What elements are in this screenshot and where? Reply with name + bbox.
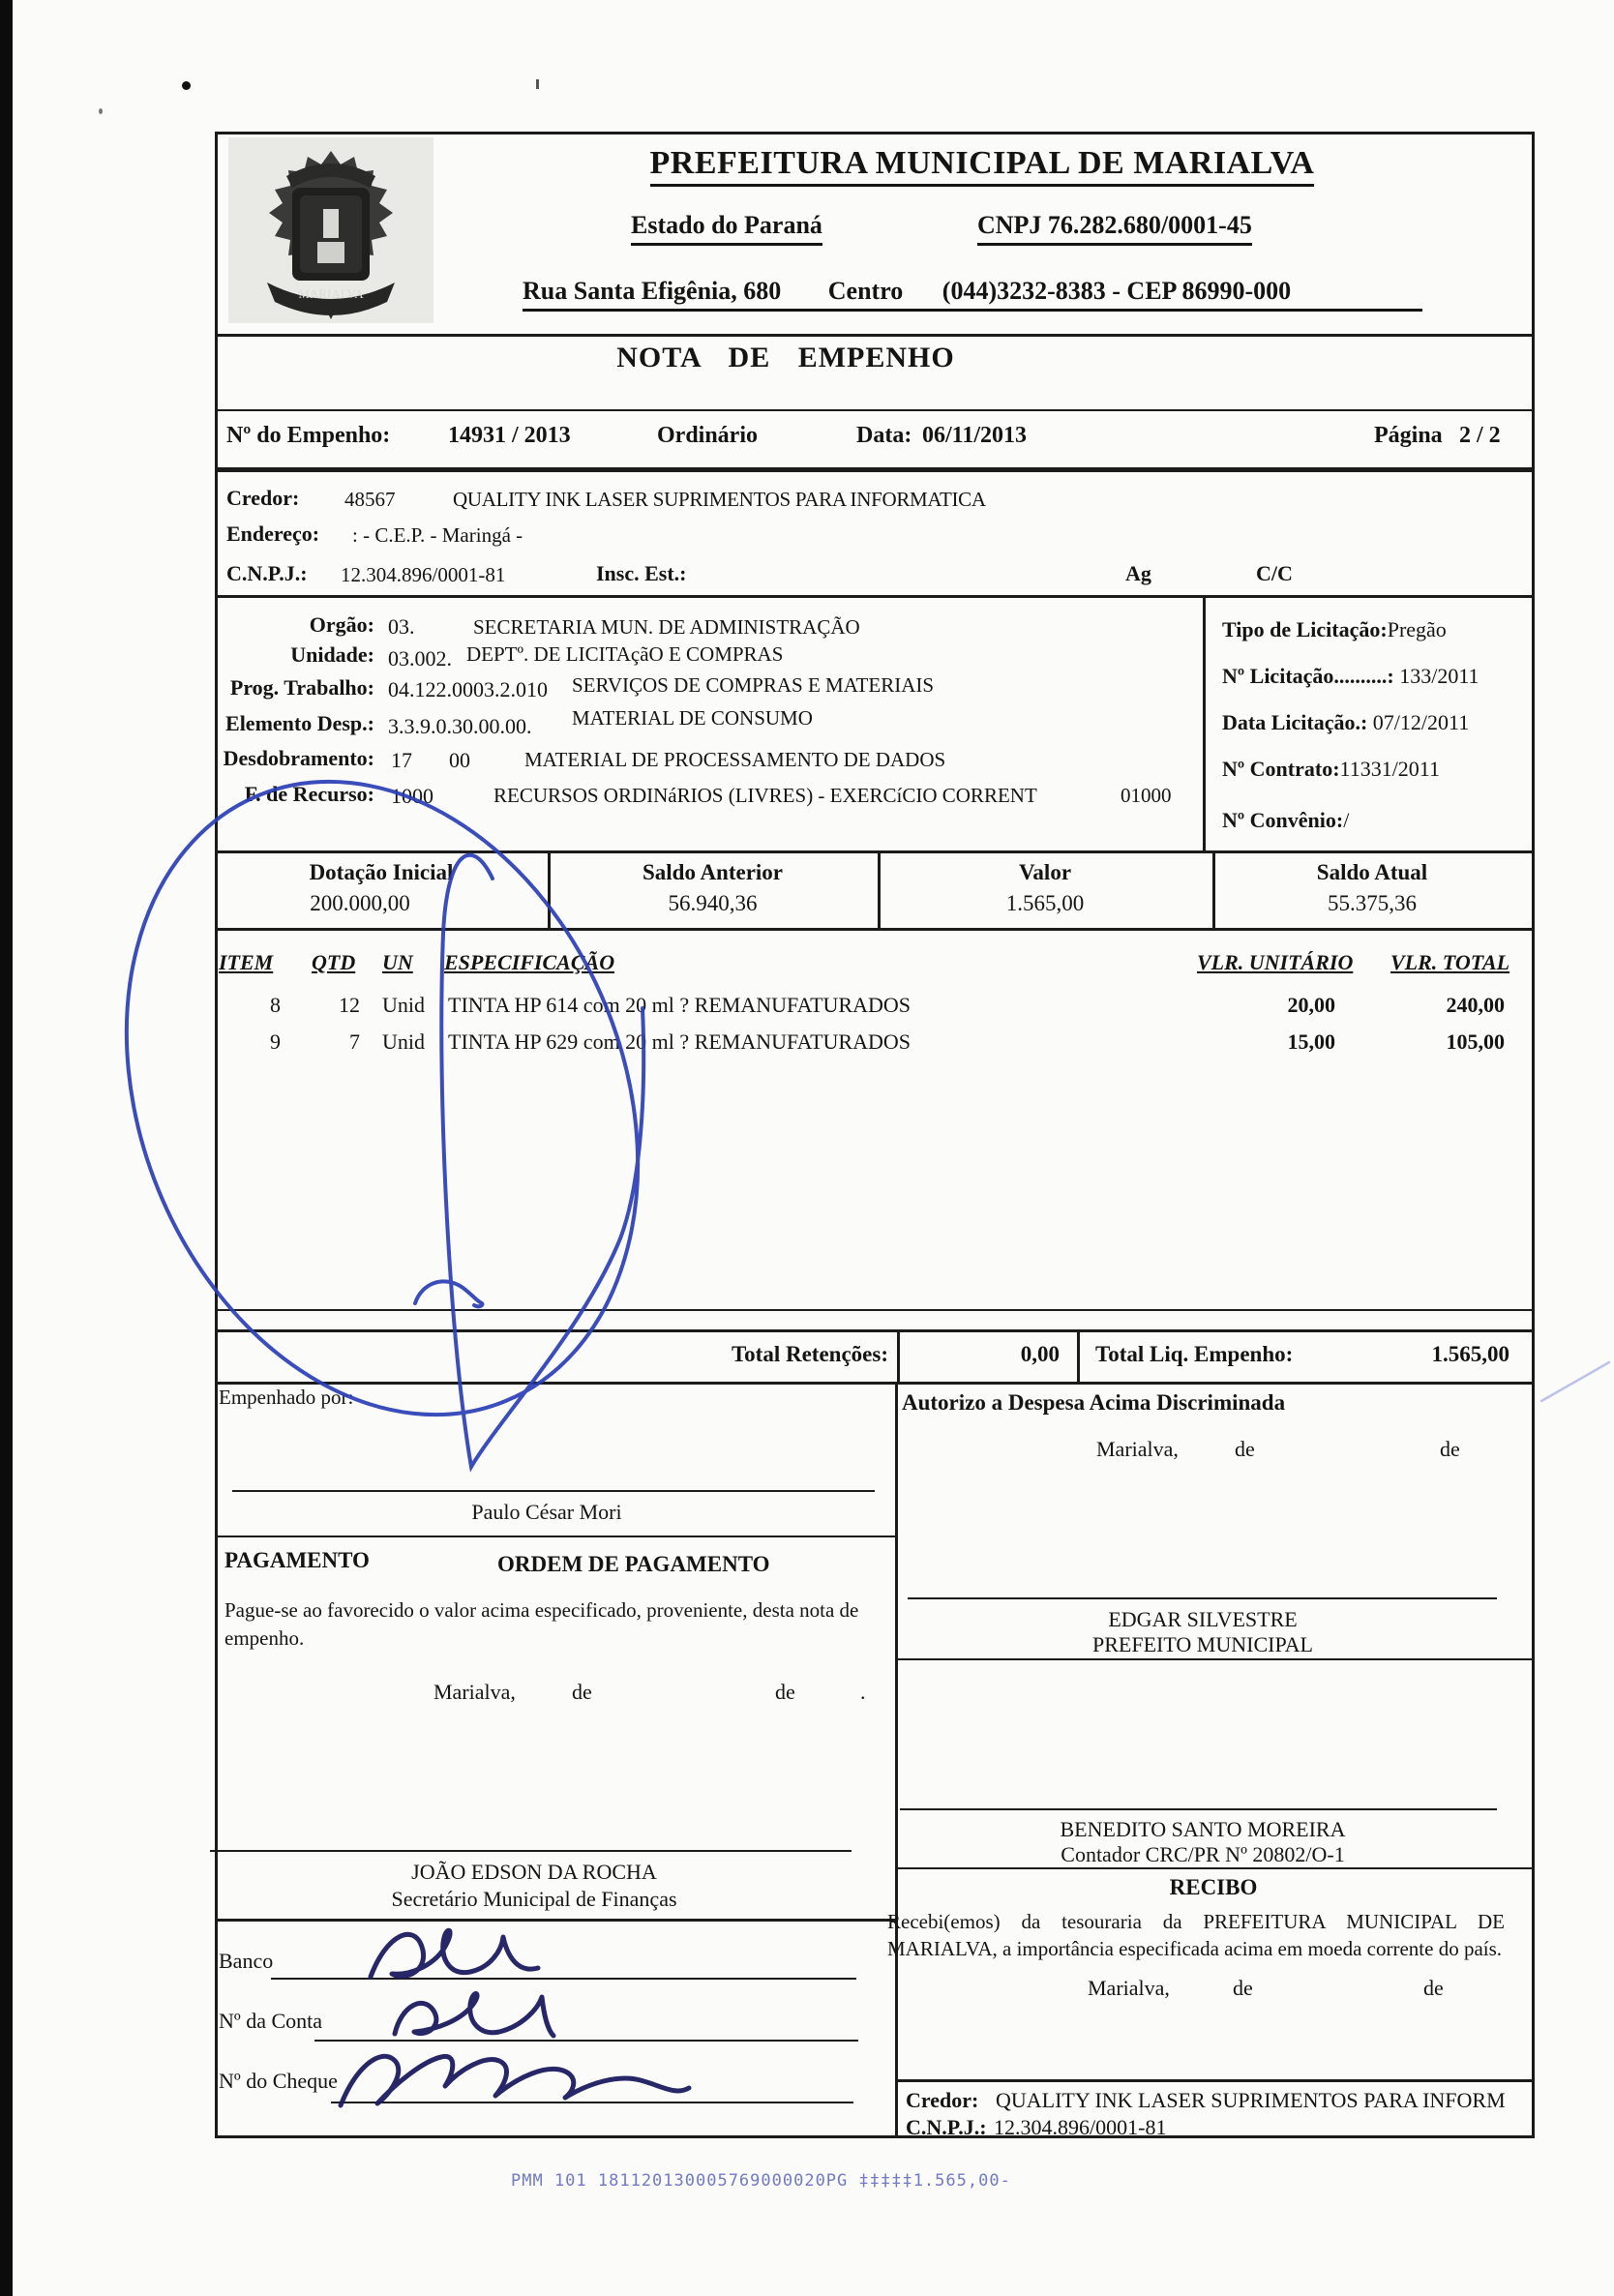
cheque-line	[331, 2102, 853, 2103]
scan-speck-tiny	[536, 79, 539, 89]
budget-code-unidade: 03.002.	[388, 646, 452, 671]
total-liq-label: Total Liq. Empenho:	[1095, 1342, 1294, 1366]
endereco-value: : - C.E.P. - Maringá -	[352, 523, 523, 547]
summary-header-valor: Valor	[1018, 860, 1072, 884]
cheque-label: Nº do Cheque	[219, 2069, 338, 2093]
empenhado-por-label: Empenhado por:	[219, 1386, 354, 1409]
budget-desc-recurso: RECURSOS ORDINáRIOS (LIVRES) - EXERCíCIO CORRENT	[493, 784, 1037, 807]
recibo-de-1: de	[1233, 1976, 1253, 2000]
accountant-title: Contador CRC/PR Nº 20802/O-1	[1061, 1842, 1345, 1866]
district-label: Centro	[827, 277, 904, 305]
licitacao-row-convenio	[1222, 808, 1349, 833]
right-city-label: Marialva,	[1096, 1437, 1179, 1461]
table-row	[0, 993, 1614, 1022]
cc-label: C/C	[1256, 561, 1293, 585]
budget-label-orgao: Orgão:	[309, 612, 374, 637]
right-de-2: de	[1440, 1437, 1460, 1461]
licitacao-row-contrato	[1222, 757, 1440, 782]
recibo-credor-label: Credor:	[906, 2088, 979, 2112]
licitacao-tipo-label: Tipo de Licitação:	[1222, 617, 1388, 641]
totals-bottom-rule	[215, 1382, 1535, 1385]
totals-div-1	[897, 1329, 900, 1382]
svg-text:MARIALVA: MARIALVA	[298, 286, 364, 301]
scan-speck-small	[99, 108, 103, 114]
empenho-number-label: Nº do Empenho:	[226, 423, 391, 448]
total-retencoes-value: 0,00	[1020, 1342, 1060, 1366]
budget-label-recurso: F. de Recurso:	[244, 782, 374, 806]
conta-line	[314, 2040, 858, 2042]
recibo-credor-value: QUALITY INK LASER SUPRIMENTOS PARA INFORM	[996, 2088, 1506, 2112]
item-desc: TINTA HP 629 com 20 ml ? REMANUFATURADOS	[448, 1029, 911, 1054]
licitacao-data-value: 07/12/2011	[1372, 710, 1470, 734]
scan-speck-large	[182, 81, 191, 90]
budget-label-elemento: Elemento Desp.:	[225, 711, 374, 735]
right-col-rule-2	[895, 1867, 1532, 1869]
item-vlr-total: 240,00	[1446, 993, 1505, 1017]
summary-value-saldo-atual: 55.375,36	[1328, 891, 1417, 915]
item-desc: TINTA HP 614 com 20 ml ? REMANUFATURADOS	[448, 993, 911, 1017]
items-header-vlr-total: VLR. TOTAL	[1390, 950, 1510, 974]
banco-line	[271, 1978, 856, 1980]
licitacao-box-left	[1203, 595, 1206, 850]
conta-label: Nº da Conta	[219, 2009, 323, 2033]
budget-desc-prog: SERVIÇOS DE COMPRAS E MATERIAIS	[572, 673, 935, 697]
budget-code-recurso: 1000	[391, 784, 433, 808]
header-cnpj: CNPJ 76.282.680/0001-45	[977, 211, 1252, 246]
left-city-label: Marialva,	[433, 1680, 516, 1704]
licitacao-convenio-label: Nº Convênio:	[1222, 808, 1344, 832]
header-address-line	[523, 277, 1422, 312]
mayor-name: EDGAR SILVESTRE	[1108, 1607, 1298, 1631]
street-address: Rua Santa Efigênia, 680	[523, 277, 782, 305]
totals-div-2	[1077, 1329, 1080, 1382]
summary-value-dotacao: 200.000,00	[310, 891, 410, 915]
credor-block-rule	[215, 595, 1535, 598]
ordem-pagamento-title: ORDEM DE PAGAMENTO	[497, 1552, 770, 1576]
budget-code-elemento: 3.3.9.0.30.00.00.	[388, 714, 532, 738]
banco-label: Banco	[219, 1949, 274, 1973]
recibo-cnpj-value: 12.304.896/0001-81	[994, 2115, 1167, 2139]
budget-code-desdobramento: 17	[391, 748, 412, 772]
licitacao-numero-label: Nº Licitação..........:	[1222, 664, 1394, 688]
left-de-2: de	[775, 1680, 795, 1704]
item-vlr-unit: 20,00	[1287, 993, 1335, 1017]
document-title: NOTA DE EMPENHO	[616, 342, 955, 373]
frame-right	[1532, 132, 1535, 2138]
credor-name: QUALITY INK LASER SUPRIMENTOS PARA INFORMATICA	[453, 488, 986, 511]
item-un: Unid	[382, 1029, 425, 1054]
summary-header-saldo-anterior: Saldo Anterior	[642, 860, 784, 884]
budget-desc-orgao: SECRETARIA MUN. DE ADMINISTRAÇÃO	[473, 615, 860, 639]
licitacao-contrato-label: Nº Contrato:	[1222, 757, 1340, 781]
total-liq-value: 1.565,00	[1431, 1342, 1509, 1366]
item-qtd: 12	[339, 993, 360, 1017]
header-title-wrap	[455, 145, 1509, 182]
recibo-text: Recebi(emos) da tesouraria da PREFEITURA MUNICIPAL DE MARIALVA, a importância especificada acima em moeda corrente do país.	[887, 1910, 1505, 1960]
empenho-row-rule	[215, 467, 1535, 472]
left-de-1: de	[572, 1680, 592, 1704]
empenho-type: Ordinário	[657, 423, 759, 448]
item-vlr-total: 105,00	[1446, 1029, 1505, 1054]
left-col-rule-2	[215, 1919, 895, 1922]
empenho-date: 06/11/2013	[922, 423, 1028, 448]
insc-est-label: Insc. Est.:	[596, 561, 687, 585]
summary-bottom-rule	[215, 928, 1535, 931]
budget-desc-desdobramento: MATERIAL DE PROCESSAMENTO DE DADOS	[524, 748, 946, 771]
licitacao-row-numero	[1222, 664, 1480, 689]
credor-label: Credor:	[226, 486, 300, 510]
budget-label-prog: Prog. Trabalho:	[229, 675, 374, 700]
frame-left	[215, 132, 218, 2138]
page-label: Página	[1374, 423, 1443, 448]
state-label: Estado do Paraná	[631, 211, 822, 246]
empenhado-signature-line	[232, 1490, 875, 1492]
budget-code2-desdobramento: 00	[449, 748, 470, 772]
item-vlr-unit: 15,00	[1287, 1029, 1335, 1054]
credor-code: 48567	[344, 488, 396, 511]
totals-top-rule-1	[215, 1309, 1535, 1311]
summary-value-valor: 1.565,00	[1005, 891, 1085, 915]
ag-label: Ag	[1125, 561, 1151, 585]
recibo-de-2: de	[1423, 1976, 1444, 2000]
pagamento-text: Pague-se ao favorecido o valor acima especificado, proveniente, desta nota de empenho.	[224, 1598, 859, 1650]
endereco-label: Endereço:	[226, 522, 320, 546]
items-header-espec: ESPECIFICAÇÃO	[444, 950, 615, 974]
recibo-cnpj-label: C.N.P.J.:	[906, 2115, 987, 2139]
recibo-credor-rule	[895, 2079, 1532, 2082]
licitacao-tipo-value: Pregão	[1387, 617, 1447, 641]
accountant-name: BENEDITO SANTO MOREIRA	[1060, 1817, 1346, 1841]
pen-ellipse	[36, 704, 730, 1492]
empenho-date-label: Data:	[856, 423, 912, 448]
licitacao-contrato-value: 11331/2011	[1339, 757, 1440, 781]
budget-label-unidade: Unidade:	[290, 642, 374, 667]
items-header-item: ITEM	[219, 950, 274, 974]
cheque-signature	[341, 2056, 689, 2105]
summary-value-saldo-anterior: 56.940,36	[668, 891, 758, 915]
budget-label-desdobramento: Desdobramento:	[223, 746, 374, 770]
items-header-un: UN	[382, 950, 413, 974]
banco-signature	[371, 1930, 538, 1977]
summary-header-dotacao: Dotação Inicial	[309, 860, 454, 884]
budget-code-orgao: 03.	[388, 614, 415, 639]
left-dot: .	[860, 1680, 866, 1704]
coat-of-arms-logo	[228, 137, 433, 328]
scan-edge-strip	[0, 0, 13, 2296]
items-header-qtd: QTD	[312, 950, 356, 974]
budget-desc-unidade: DEPTº. DE LICITAçãO E COMPRAS	[466, 642, 784, 666]
total-retencoes-label: Total Retenções:	[731, 1342, 888, 1366]
phone-cep: (044)3232-8383 - CEP 86990-000	[942, 277, 1292, 305]
budget-extra-recurso: 01000	[1121, 784, 1172, 807]
item-number: 8	[270, 993, 281, 1017]
budget-code-prog: 04.122.0003.2.010	[388, 677, 548, 701]
recibo-city-label: Marialva,	[1088, 1976, 1170, 2000]
empenhado-signer-name: Paulo César Mori	[471, 1500, 622, 1524]
page-number: 2 / 2	[1459, 423, 1501, 448]
licitacao-data-label: Data Licitação.:	[1222, 710, 1368, 734]
mayor-signature-line	[908, 1597, 1497, 1599]
dot-matrix-print-line: PMM 101 181120130005769000020PG ‡‡‡‡‡1.565,00-	[511, 2171, 1011, 2191]
header-bottom-rule	[215, 334, 1535, 337]
pen-inner-loop	[441, 855, 643, 1467]
autorizo-label: Autorizo a Despesa Acima Discriminada	[902, 1390, 1286, 1415]
municipality-title: PREFEITURA MUNICIPAL DE MARIALVA	[650, 145, 1315, 187]
secretary-name: JOÃO EDSON DA ROCHA	[411, 1860, 657, 1884]
title-band-rule	[215, 409, 1535, 411]
empenho-number: 14931 / 2013	[448, 423, 571, 448]
summary-top-rule	[215, 850, 1535, 853]
recibo-title: RECIBO	[1169, 1875, 1258, 1899]
right-col-rule-1	[895, 1658, 1532, 1660]
item-number: 9	[270, 1029, 281, 1054]
mayor-title: PREFEITO MUNICIPAL	[1092, 1632, 1313, 1656]
table-row	[0, 1029, 1614, 1059]
left-col-rule-1	[215, 1536, 895, 1537]
budget-desc-elemento: MATERIAL DE CONSUMO	[572, 706, 813, 730]
totals-top-rule-2	[215, 1329, 1535, 1332]
licitacao-numero-value: 133/2011	[1399, 664, 1480, 688]
frame-bottom	[215, 2135, 1535, 2138]
pen-faint-mark	[1541, 1362, 1609, 1401]
right-de-1: de	[1235, 1437, 1255, 1461]
cnpj-value: 12.304.896/0001-81	[341, 563, 506, 586]
licitacao-row-tipo	[1222, 617, 1447, 642]
secretary-title: Secretário Municipal de Finanças	[391, 1887, 677, 1911]
cnpj-label: C.N.P.J.:	[226, 561, 308, 585]
item-qtd: 7	[349, 1029, 360, 1054]
licitacao-row-data	[1222, 710, 1469, 735]
secretary-signature-line	[210, 1850, 852, 1852]
conta-signature	[395, 1994, 553, 2037]
accountant-signature-line	[900, 1808, 1497, 1810]
pen-flourish	[415, 1281, 482, 1306]
items-header-vlr-unit: VLR. UNITÁRIO	[1197, 950, 1354, 974]
licitacao-convenio-value: /	[1343, 808, 1350, 832]
pagamento-title: PAGAMENTO	[224, 1548, 370, 1572]
columns-divider	[895, 1382, 898, 2135]
item-un: Unid	[382, 993, 425, 1017]
frame-top	[215, 132, 1535, 134]
summary-header-saldo-atual: Saldo Atual	[1316, 860, 1428, 884]
